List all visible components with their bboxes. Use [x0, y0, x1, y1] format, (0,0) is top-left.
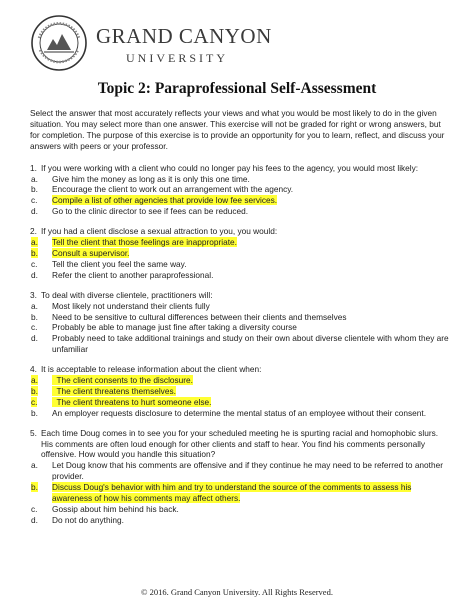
- option-letter: a.: [31, 237, 38, 248]
- option-letter: b.: [31, 247, 38, 258]
- option-letter: b.: [31, 311, 38, 322]
- logo-name: GRAND CANYON: [96, 24, 272, 48]
- option-text: Refer the client to another paraprofessional.: [52, 269, 214, 280]
- option-text: Tell the client that those feelings are inappropriate.: [52, 237, 237, 248]
- question-text: Each time Doug comes in to see you for your scheduled meeting he is spurting racial and homophobic slurs. His comments are often loud enough for other clients and staff to hear. You find his comments personally offensive. How would you handle this situation?: [41, 427, 439, 460]
- option-letter: a.: [31, 375, 38, 386]
- page-title: Topic 2: Paraprofessional Self-Assessment: [97, 80, 377, 97]
- question-number: 5.: [30, 427, 37, 438]
- question-2: [30, 226, 452, 281]
- answer-option-highlighted: [30, 375, 452, 386]
- option-text: Tell the client you feel the same way.: [52, 258, 187, 269]
- option-text: Consult a supervisor.: [52, 247, 130, 258]
- answer-option: [30, 408, 452, 419]
- question-1: [30, 163, 452, 218]
- answer-option: [30, 322, 452, 333]
- question-4: [30, 364, 452, 419]
- option-text: Gossip about him behind his back.: [52, 504, 179, 514]
- option-text: Probably be able to manage just fine after taking a diversity course: [52, 322, 297, 333]
- question-number: 3.: [30, 289, 37, 300]
- answer-option: [30, 460, 452, 482]
- option-text: The client consents to the disclosure.: [52, 375, 193, 386]
- answer-option-highlighted: [30, 248, 452, 259]
- option-text: Encourage the client to work out an arrangement with the agency.: [52, 184, 294, 195]
- option-letter: d.: [31, 269, 38, 280]
- answer-option-highlighted: [30, 237, 452, 248]
- option-text: Give him the money as long as it is only this one time.: [52, 173, 250, 184]
- assessment-body: [30, 108, 452, 535]
- option-letter: c.: [31, 396, 38, 407]
- question-text: It is acceptable to release information about the client when:: [41, 364, 262, 375]
- answer-option: [30, 333, 452, 355]
- option-letter: a.: [31, 460, 38, 471]
- university-seal-icon: [30, 14, 88, 72]
- option-text: Let Doug know that his comments are offensive and if they continue he may need to be referred to another provider.: [52, 460, 443, 482]
- answer-option-highlighted: [30, 386, 452, 397]
- question-number: 1.: [30, 162, 37, 173]
- answer-option: [30, 174, 452, 185]
- question-text: To deal with diverse clientele, practitioners will:: [41, 289, 213, 300]
- answer-option: [30, 301, 452, 312]
- instructions: Select the answer that most accurately reflects your views and what you would be most likely to do in the given situation. You may select more than one answer. This exercise will not be graded for right or wrong answers, but for completion. The purpose of this exercise is to provide an opportunity for you to learn, reflect, and discuss your answers with peers or your professor.: [30, 108, 445, 151]
- option-letter: c.: [31, 195, 38, 206]
- option-text: Need to be sensitive to cultural differences between their clients and themselves: [52, 311, 347, 322]
- option-text: Go to the clinic director to see if fees can be reduced.: [52, 206, 249, 217]
- header: [30, 14, 450, 74]
- question-3: [30, 290, 452, 355]
- answer-option: [30, 259, 452, 270]
- option-text: Do not do anything.: [52, 514, 124, 525]
- answer-option: [30, 312, 452, 323]
- option-letter: d.: [31, 514, 38, 525]
- option-letter: b.: [31, 184, 38, 195]
- question-text: If you had a client disclose a sexual attraction to you, you would:: [41, 226, 278, 237]
- answer-option: [30, 270, 452, 281]
- question-text: If you were working with a client who could no longer pay his fees to the agency, you would most likely:: [41, 162, 419, 173]
- question-number: 4.: [30, 364, 37, 375]
- option-text: The client threatens to hurt someone else.: [52, 396, 212, 407]
- option-letter: b.: [31, 482, 38, 493]
- answer-option-highlighted: [30, 397, 452, 408]
- option-letter: a.: [31, 173, 38, 184]
- copyright-footer: © 2016. Grand Canyon University. All Rights Reserved.: [141, 587, 333, 597]
- option-letter: b.: [31, 407, 38, 418]
- option-text: The client threatens themselves.: [52, 385, 176, 396]
- option-text: Probably need to take additional trainings and study on their own about diverse clientele with whom they are unfamiliar: [52, 333, 449, 355]
- answer-option: [30, 206, 452, 217]
- option-letter: c.: [31, 322, 38, 333]
- option-letter: c.: [31, 504, 38, 514]
- option-letter: d.: [31, 333, 38, 344]
- option-text: An employer requests disclosure to determine the mental status of an employee without their consent.: [52, 407, 427, 418]
- option-letter: c.: [31, 258, 38, 269]
- option-text: Compile a list of other agencies that provide low fee services.: [52, 195, 278, 206]
- answer-option: [30, 184, 452, 195]
- option-letter: a.: [31, 300, 38, 311]
- answer-option-highlighted: [30, 482, 452, 504]
- option-letter: b.: [31, 385, 38, 396]
- question-number: 2.: [30, 226, 37, 237]
- answer-option: [30, 515, 452, 526]
- option-text: Most likely not understand their clients fully: [52, 300, 210, 311]
- answer-option: [30, 504, 452, 515]
- option-letter: d.: [31, 206, 38, 217]
- answer-option-highlighted: [30, 195, 452, 206]
- question-5: [30, 428, 452, 526]
- option-text: Discuss Doug's behavior with him and try to understand the source of the comments to assess his awareness of how his comments may affect others.: [52, 482, 412, 504]
- logo-subtitle: UNIVERSITY: [126, 51, 228, 65]
